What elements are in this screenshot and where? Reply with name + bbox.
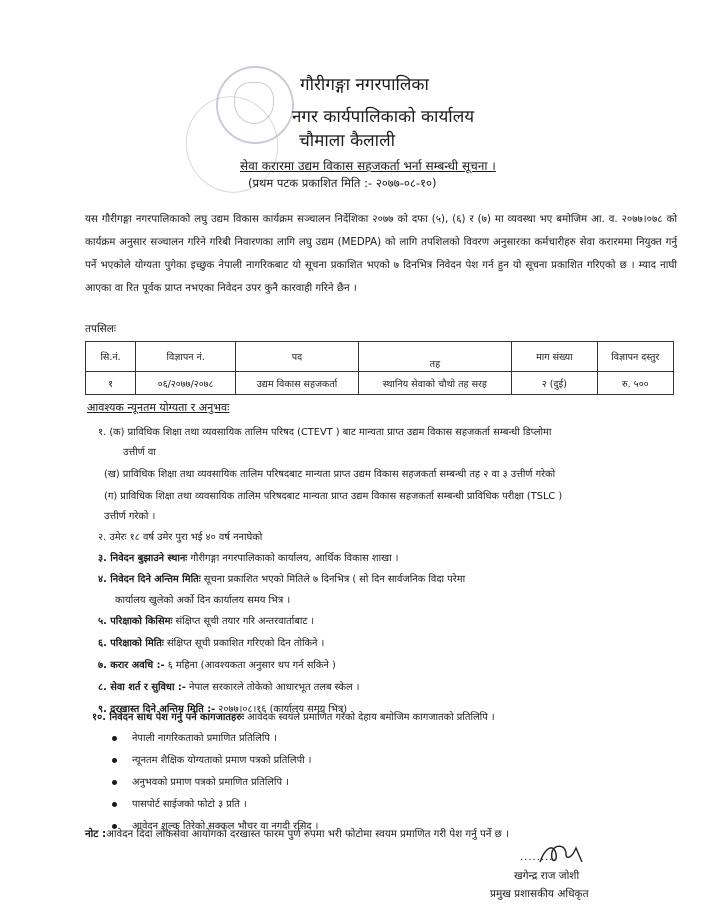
list-item: आवेदन शुल्क तिरेको सक्कल भौचर वा नगदी रसिद ।	[112, 819, 672, 841]
list-item: नेपाली नागरिकताको प्रमाणित प्रतिलिपि ।	[112, 731, 672, 753]
req-text: आवेदक स्वयंले प्रमाणित गरेको देहाय बमोजिम कागजातको प्रतिलिपि ।	[244, 712, 495, 723]
req-text: सूचना प्रकाशित भएको मितिले ७ दिनभित्र ( सो दिन सार्वजनिक विदा परेमा	[200, 574, 466, 585]
list-item: अनुभवको प्रमाण पत्रको प्रमाणित प्रतिलिपि ।	[112, 775, 672, 797]
req-text: संक्षिप्त सूची तयार गरि अन्तरवार्ताबाट ।	[172, 616, 315, 627]
req-label: ५. परिक्षाको किसिमः	[98, 616, 173, 627]
col-level: तह	[358, 342, 511, 372]
signature-icon	[532, 840, 592, 868]
office-name: नगर कार्यपालिकाको कार्यालय	[292, 107, 475, 127]
req-documents-line	[92, 710, 495, 723]
office-location: चौमाला कैलाली	[299, 131, 396, 151]
req-text: संक्षिप्त सूची प्रकाशित गरिएको दिन तोकिने ।	[163, 638, 325, 649]
note-label: नोट :	[85, 829, 107, 840]
req-label: ७. करार अवधि :-	[98, 660, 165, 671]
req-label: ३. निवेदन बुझाउने स्थानः	[98, 553, 188, 564]
req-service-terms	[98, 680, 359, 693]
details-label: तपसिलः	[85, 323, 117, 335]
req-text: नेपाल सरकारले तोकेको आधारभूत तलब स्केल ।	[185, 682, 360, 693]
req-1a-line2: उत्तीर्ण वा	[123, 447, 156, 458]
cell-ad-number: ०६/२०७७/२०७८	[136, 372, 236, 395]
signatory-title: प्रमुख प्रशासकीय अधिकृत	[490, 888, 589, 900]
req-text: २०७७।०८।१६ (कार्यालय समय भित्र)	[215, 704, 348, 715]
col-post: पद	[236, 342, 358, 372]
req-label: ४. निवेदन दिने अन्तिम मितिः	[98, 574, 201, 585]
col-ad-number: विज्ञापन नं.	[136, 342, 236, 372]
req-label: ८. सेवा शर्त र सुविधा :-	[98, 682, 186, 693]
col-demand: माग संख्या	[512, 342, 597, 372]
signature-dots: .........	[520, 852, 558, 863]
req-exam-date	[98, 636, 324, 649]
vacancy-table	[85, 341, 674, 395]
municipality-name: गौरीगङ्गा नगरपालिका	[300, 75, 429, 95]
req-1c-line2: उत्तीर्ण गरेको ।	[104, 511, 156, 522]
col-sn: सि.नं.	[86, 342, 136, 372]
cell-demand: २ (दुई)	[512, 372, 597, 395]
req-1c-line1: (ग) प्राविधिक शिक्षा तथा व्यवसायिक तालिम परिषदबाट मान्यता प्राप्त उद्यम विकास सहजकर्ता सम्बन्धी प्राविधिक परीक्षा (TSLC )	[104, 491, 563, 502]
requirements-title: आवश्यक न्यूनतम योग्यता र अनुभवः	[87, 401, 230, 414]
col-fee: विज्ञापन दस्तुर	[597, 342, 673, 372]
signatory-name: खगेन्द्र राज जोशी	[514, 870, 580, 882]
cell-level: स्थानिय सेवाको चौथो तह सरह	[358, 372, 511, 395]
intro-paragraph: यस गौरीगङ्गा नगरपालिकाको लघु उद्यम विकास कार्यक्रम सञ्चालन निर्देशिका २०७७ को दफा (५), (६) र (७) मा व्यवस्था भए बमोजिम आ. व. २०७७।०७८ को कार्यक्रम अनुसार सञ्चालन गरिने गरिबी निवारणका लागि लघु उद्यम (MEDPA) को लागि तपशिलको विवरण अनुसारका कर्मचारीहरु सेवा करारममा नियुक्त गर्नु पर्ने भएकोले योग्यता पुगेका इच्छुक नेपाली नागरिकबाट यो सूचना प्रकाशित भएको ७ दिनभित्र निवेदन पेश गर्न हुन यो सूचना प्रकाशित गरिएको छ । म्याद नाघी आएका वा रित पूर्वक प्राप्त नभएका निवेदन उपर कुनै कारवाही गरिने छैन ।	[85, 214, 677, 294]
req-label: ९. दरखास्त दिने अन्तिम मिति :-	[98, 704, 216, 715]
nepal-emblem-icon	[216, 66, 294, 144]
list-item: न्यूनतम शैक्षिक योग्यताको प्रमाण पत्रको प्रतिलिपी ।	[112, 753, 672, 775]
first-publish-date: (प्रथम पटक प्रकाशित मिति :- २०७७-०८-१०)	[248, 176, 437, 190]
req-1b: (ख) प्राविधिक शिक्षा तथा व्यवसायिक तालिम परिषदबाट मान्यता प्राप्त उद्यम विकास सहजकर्ता सम्बन्धी तह २ वा ३ उत्तीर्ण गरेको	[104, 469, 556, 480]
notice-subject: सेवा करारमा उद्यम विकास सहजकर्ता भर्ना सम्बन्धी सूचना ।	[240, 159, 496, 173]
list-item: पासपोर्ट साईजको फोटो ३ प्रति ।	[112, 797, 672, 819]
req-age: २. उमेरः १८ वर्ष उमेर पुरा भई ४० वर्ष ननाघेको	[98, 532, 263, 543]
req-contract-period	[98, 658, 336, 671]
note-text: आवेदन दिदा लोकसेवा आयोगको दरखास्त फारम पुर्ण रुपमा भरी फोटोमा स्वयम प्रमाणित गरी पेश गर्नु पर्ने छ ।	[106, 829, 509, 840]
cell-fee: रु. ५००	[597, 372, 673, 395]
req-submission-place	[98, 551, 399, 564]
table-header-row	[86, 342, 674, 372]
req-label: १०. निवेदन साथ पेश गर्नु पर्ने कागजातहरुः	[92, 712, 245, 723]
table-row	[86, 372, 674, 395]
cell-sn: १	[86, 372, 136, 395]
req-text: ६ महिना (आवश्यकता अनुसार थप गर्न सकिने )	[164, 660, 336, 671]
req-last-date	[98, 572, 465, 585]
note	[85, 826, 509, 840]
cell-post: उद्यम विकास सहजकर्ता	[236, 372, 358, 395]
req-1a-line1: १. (क) प्राविधिक शिक्षा तथा व्यवसायिक तालिम परिषद (CTEVT ) बाट मान्यता प्राप्त उद्यम विकास सहजकर्ता सम्बन्धी डिप्लोमा	[98, 427, 552, 438]
documents-list	[112, 731, 672, 841]
req-label: ६. परिक्षाको मितिः	[98, 638, 164, 649]
req-text: गौरीगङ्गा नगरपालिकाको कार्यालय, आर्थिक विकास शाखा ।	[187, 553, 399, 564]
req-exam-type	[98, 614, 314, 627]
req-last-date-line2: कार्यालय खुलेको अर्को दिन कार्यालय समय भित्र ।	[115, 595, 291, 606]
